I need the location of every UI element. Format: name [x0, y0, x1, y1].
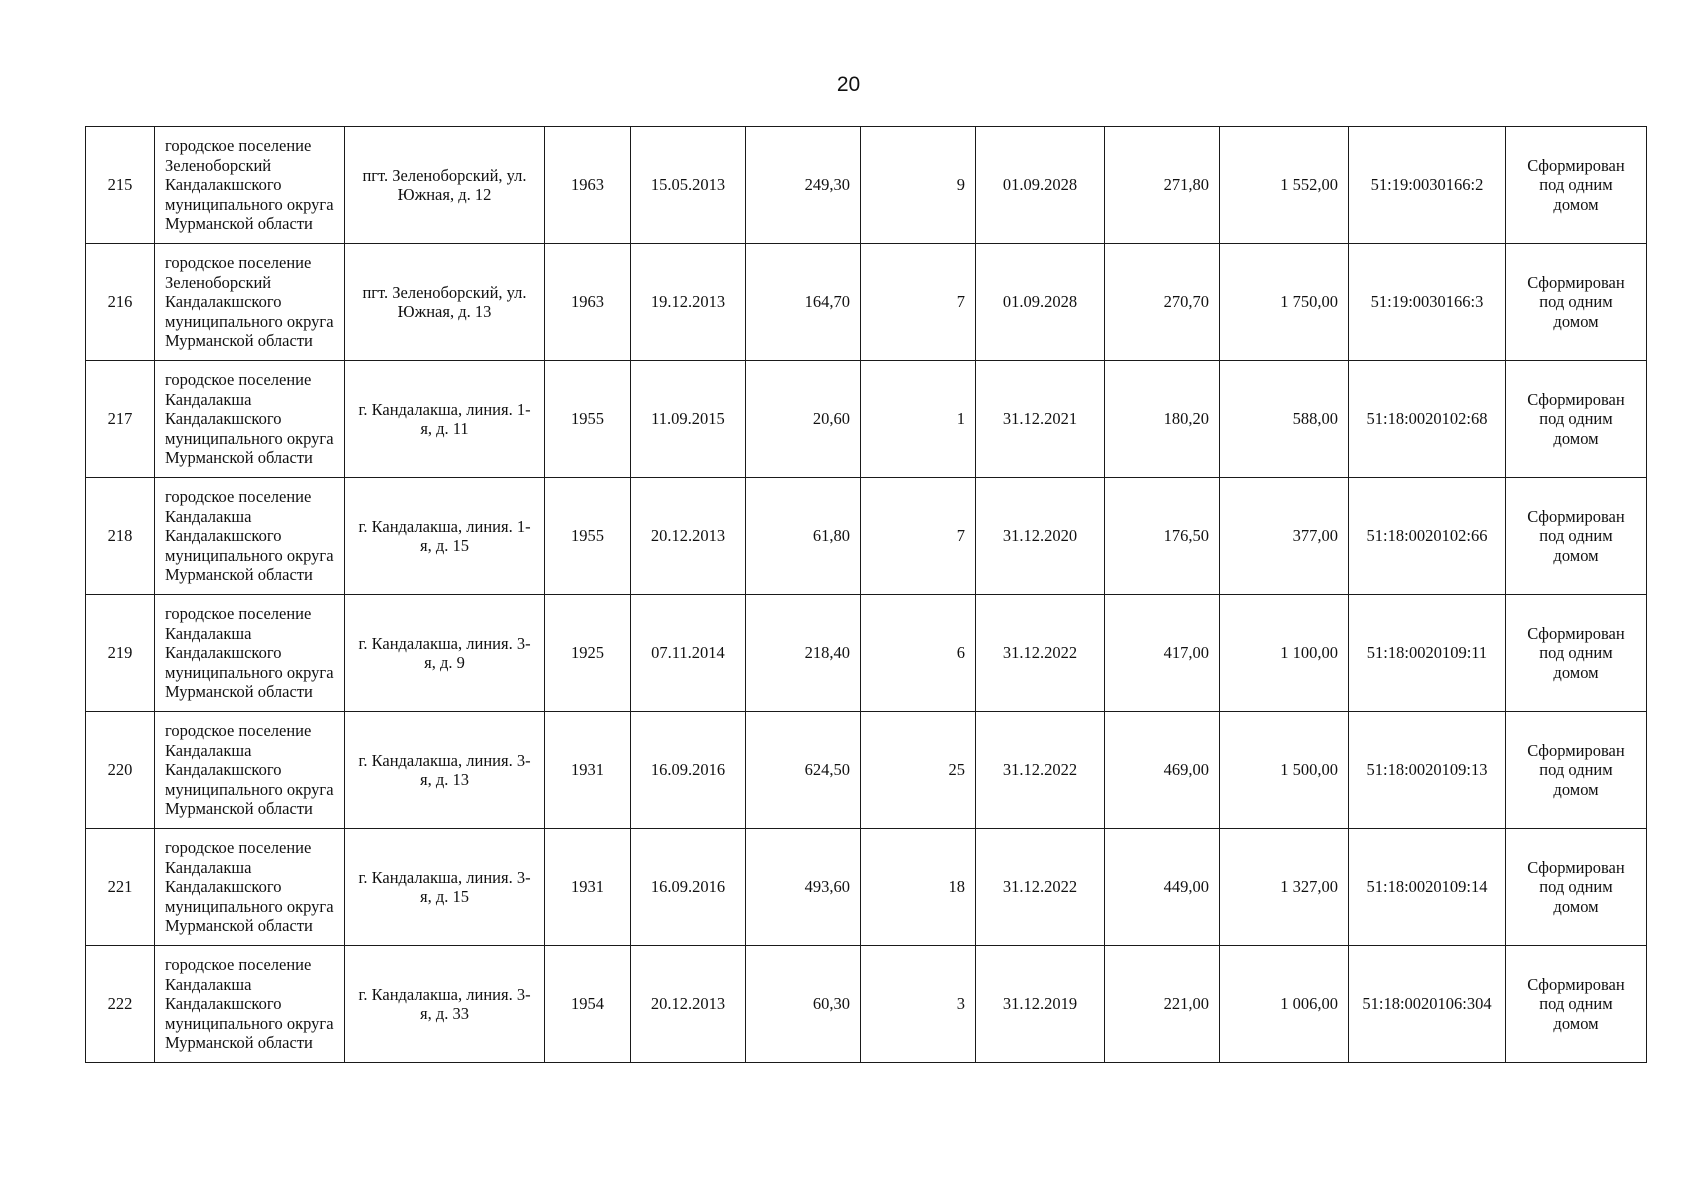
residents-count-cell: 3 [861, 946, 976, 1063]
value1-cell: 270,70 [1105, 244, 1220, 361]
row-number: 215 [86, 127, 155, 244]
address-cell: г. Кандалакша, линия. 3-я, д. 33 [345, 946, 545, 1063]
value1-cell: 176,50 [1105, 478, 1220, 595]
value2-cell: 1 100,00 [1220, 595, 1349, 712]
table-body [86, 127, 1647, 1063]
registration-date-cell: 15.05.2013 [631, 127, 746, 244]
table-row [86, 361, 1647, 478]
municipality-cell: городское поселение Зеленоборский Кандалакшского муниципального округа Мурманской области [155, 127, 345, 244]
address-cell: г. Кандалакша, линия. 3-я, д. 9 [345, 595, 545, 712]
table-row [86, 829, 1647, 946]
table-row [86, 712, 1647, 829]
address-cell: пгт. Зеленоборский, ул. Южная, д. 12 [345, 127, 545, 244]
address-cell: г. Кандалакша, линия. 1-я, д. 11 [345, 361, 545, 478]
construction-year-cell: 1963 [545, 244, 631, 361]
registration-date-cell: 11.09.2015 [631, 361, 746, 478]
value1-cell: 469,00 [1105, 712, 1220, 829]
row-number: 217 [86, 361, 155, 478]
municipality-cell: городское поселение Зеленоборский Кандалакшского муниципального округа Мурманской области [155, 244, 345, 361]
residents-count-cell: 7 [861, 244, 976, 361]
value1-cell: 417,00 [1105, 595, 1220, 712]
residents-count-cell: 9 [861, 127, 976, 244]
cadastral-number-cell: 51:18:0020109:14 [1349, 829, 1506, 946]
value2-cell: 1 500,00 [1220, 712, 1349, 829]
registration-date-cell: 16.09.2016 [631, 712, 746, 829]
registration-date-cell: 07.11.2014 [631, 595, 746, 712]
note-cell: Сформирован под одним домом [1506, 712, 1647, 829]
row-number: 221 [86, 829, 155, 946]
note-cell: Сформирован под одним домом [1506, 244, 1647, 361]
note-cell: Сформирован под одним домом [1506, 361, 1647, 478]
area-cell: 61,80 [746, 478, 861, 595]
row-number: 219 [86, 595, 155, 712]
page-number: 20 [836, 73, 861, 96]
area-cell: 218,40 [746, 595, 861, 712]
registration-date-cell: 20.12.2013 [631, 946, 746, 1063]
deadline-date-cell: 31.12.2022 [976, 829, 1105, 946]
row-number: 218 [86, 478, 155, 595]
value1-cell: 221,00 [1105, 946, 1220, 1063]
construction-year-cell: 1925 [545, 595, 631, 712]
construction-year-cell: 1931 [545, 712, 631, 829]
area-cell: 60,30 [746, 946, 861, 1063]
area-cell: 624,50 [746, 712, 861, 829]
deadline-date-cell: 31.12.2022 [976, 595, 1105, 712]
area-cell: 20,60 [746, 361, 861, 478]
construction-year-cell: 1963 [545, 127, 631, 244]
note-cell: Сформирован под одним домом [1506, 595, 1647, 712]
cadastral-number-cell: 51:18:0020102:68 [1349, 361, 1506, 478]
value2-cell: 377,00 [1220, 478, 1349, 595]
municipality-cell: городское поселение Кандалакша Кандалакшского муниципального округа Мурманской области [155, 829, 345, 946]
construction-year-cell: 1931 [545, 829, 631, 946]
area-cell: 493,60 [746, 829, 861, 946]
note-cell: Сформирован под одним домом [1506, 829, 1647, 946]
municipality-cell: городское поселение Кандалакша Кандалакшского муниципального округа Мурманской области [155, 946, 345, 1063]
cadastral-number-cell: 51:18:0020109:13 [1349, 712, 1506, 829]
municipality-cell: городское поселение Кандалакша Кандалакшского муниципального округа Мурманской области [155, 361, 345, 478]
residents-count-cell: 25 [861, 712, 976, 829]
construction-year-cell: 1955 [545, 361, 631, 478]
registration-date-cell: 20.12.2013 [631, 478, 746, 595]
area-cell: 164,70 [746, 244, 861, 361]
note-cell: Сформирован под одним домом [1506, 127, 1647, 244]
construction-year-cell: 1955 [545, 478, 631, 595]
row-number: 220 [86, 712, 155, 829]
value2-cell: 1 750,00 [1220, 244, 1349, 361]
table-row [86, 595, 1647, 712]
table-row [86, 946, 1647, 1063]
deadline-date-cell: 31.12.2021 [976, 361, 1105, 478]
cadastral-number-cell: 51:18:0020109:11 [1349, 595, 1506, 712]
value2-cell: 1 552,00 [1220, 127, 1349, 244]
residents-count-cell: 18 [861, 829, 976, 946]
deadline-date-cell: 31.12.2019 [976, 946, 1105, 1063]
deadline-date-cell: 01.09.2028 [976, 127, 1105, 244]
value2-cell: 1 327,00 [1220, 829, 1349, 946]
table-row [86, 244, 1647, 361]
deadline-date-cell: 31.12.2020 [976, 478, 1105, 595]
value1-cell: 271,80 [1105, 127, 1220, 244]
residents-count-cell: 1 [861, 361, 976, 478]
cadastral-number-cell: 51:19:0030166:2 [1349, 127, 1506, 244]
address-cell: г. Кандалакша, линия. 1-я, д. 15 [345, 478, 545, 595]
municipality-cell: городское поселение Кандалакша Кандалакшского муниципального округа Мурманской области [155, 478, 345, 595]
municipality-cell: городское поселение Кандалакша Кандалакшского муниципального округа Мурманской области [155, 595, 345, 712]
address-cell: пгт. Зеленоборский, ул. Южная, д. 13 [345, 244, 545, 361]
row-number: 222 [86, 946, 155, 1063]
housing-registry-table [85, 126, 1647, 1063]
area-cell: 249,30 [746, 127, 861, 244]
deadline-date-cell: 31.12.2022 [976, 712, 1105, 829]
construction-year-cell: 1954 [545, 946, 631, 1063]
registration-date-cell: 16.09.2016 [631, 829, 746, 946]
address-cell: г. Кандалакша, линия. 3-я, д. 15 [345, 829, 545, 946]
value2-cell: 588,00 [1220, 361, 1349, 478]
residents-count-cell: 6 [861, 595, 976, 712]
residents-count-cell: 7 [861, 478, 976, 595]
municipality-cell: городское поселение Кандалакша Кандалакшского муниципального округа Мурманской области [155, 712, 345, 829]
registration-date-cell: 19.12.2013 [631, 244, 746, 361]
row-number: 216 [86, 244, 155, 361]
deadline-date-cell: 01.09.2028 [976, 244, 1105, 361]
note-cell: Сформирован под одним домом [1506, 478, 1647, 595]
table-row [86, 127, 1647, 244]
table-row [86, 478, 1647, 595]
note-cell: Сформирован под одним домом [1506, 946, 1647, 1063]
address-cell: г. Кандалакша, линия. 3-я, д. 13 [345, 712, 545, 829]
value2-cell: 1 006,00 [1220, 946, 1349, 1063]
cadastral-number-cell: 51:18:0020102:66 [1349, 478, 1506, 595]
value1-cell: 449,00 [1105, 829, 1220, 946]
cadastral-number-cell: 51:18:0020106:304 [1349, 946, 1506, 1063]
cadastral-number-cell: 51:19:0030166:3 [1349, 244, 1506, 361]
value1-cell: 180,20 [1105, 361, 1220, 478]
